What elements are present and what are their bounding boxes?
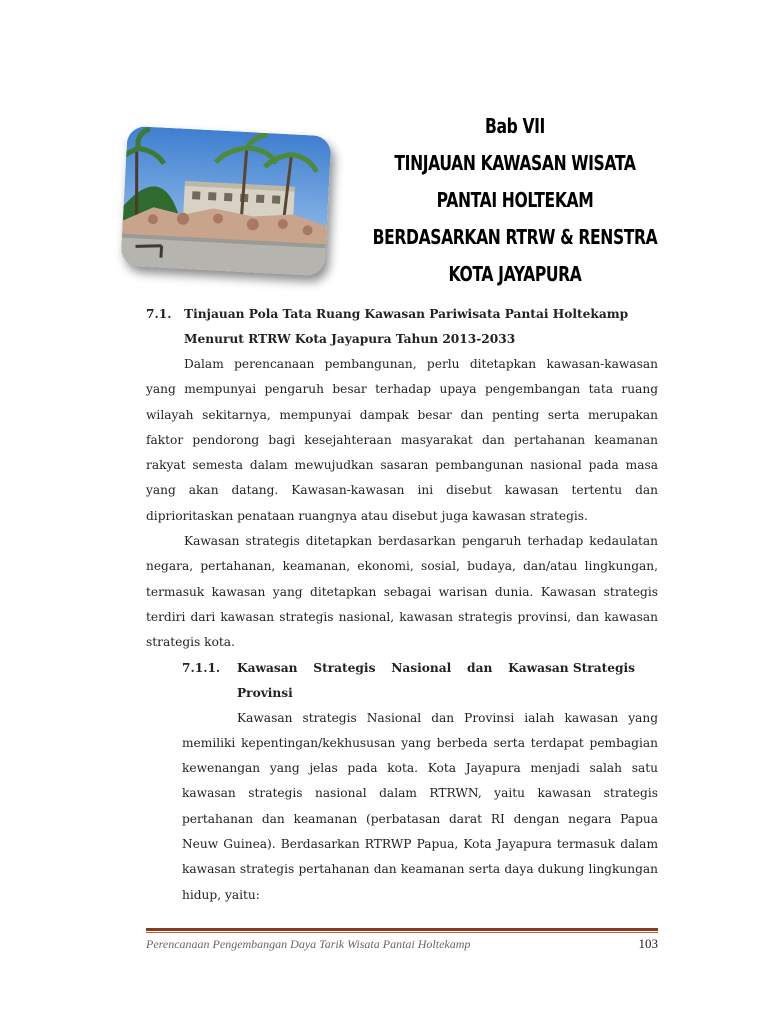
- subsection-title-word: Strategis: [313, 660, 376, 675]
- subsection-number: 7.1.1.: [182, 660, 221, 675]
- footer-rule: [146, 928, 658, 931]
- subsection-title-word: Nasional: [391, 660, 452, 675]
- subsection-paragraph-1: Kawasan strategis Nasional dan Provinsi ialah kawasan yang memiliki kepentingan/kekhususan yang berbeda serta terdapat pembagian kewenangan yang jelas pada kota. Kota Jayapura menjadi salah satu kawasan strategis nasional dalam RTRWN, yaitu kawasan strategis pertahanan dan keamanan (perbatasan darat RI dengan negara Papua Neuw Guinea). Berdasarkan RTRWP Papua, Kota Jayapura termasuk dalam kawasan strategis pertahanan dan keamanan serta daya dukung lingkungan hidup, yaitu:: [182, 710, 658, 902]
- section-paragraph-1: Dalam perencanaan pembangunan, perlu ditetapkan kawasan-kawasan yang mempunyai pengaruh besar terhadap upaya pengembangan tata ruang wilayah sekitarnya, mempunyai dampak besar dan penting serta merupakan faktor pendorong bagi kesejahteraan masyarakat dan pertahanan keamanan rakyat semesta dalam mewujudkan sasaran pembangunan nasional pada masa yang akan datang. Kawasan-kawasan ini disebut kawasan tertentu dan diprioritaskan penataan ruangnya atau disebut juga kawasan strategis.: [146, 357, 658, 523]
- chapter-title-line2: PANTAI HOLTEKAM BERDASARKAN RTRW & RENSTRA: [372, 188, 658, 249]
- chapter-title-line1: TINJAUAN KAWASAN WISATA: [394, 151, 636, 175]
- subsection-title-word: dan: [467, 660, 493, 675]
- beach-ruins-photo: [120, 126, 331, 276]
- chapter-number: Bab VII: [485, 114, 545, 138]
- subsection: [182, 656, 658, 908]
- section-title-line2: Menurut RTRW Kota Jayapura Tahun 2013-2033: [184, 332, 516, 346]
- body-text: [146, 302, 658, 908]
- subsection-title-line2: Provinsi: [237, 685, 293, 700]
- subsection-title-word: Kawasan: [237, 660, 298, 675]
- footer-title: Perencanaan Pengembangan Daya Tarik Wisata Pantai Holtekamp: [146, 937, 471, 951]
- subsection-heading: [182, 656, 658, 706]
- section-number: 7.1.: [146, 307, 172, 321]
- section-heading: [146, 302, 658, 352]
- subsection-title-word: Kawasan Strategis: [508, 660, 635, 675]
- chapter-heading: [371, 108, 660, 293]
- section-title-line1: Tinjauan Pola Tata Ruang Kawasan Pariwisata Pantai Holtekamp: [184, 307, 629, 321]
- chapter-title-line3: KOTA JAYAPURA: [448, 262, 582, 286]
- page-number: 103: [638, 936, 658, 951]
- footer-rule-thin: [146, 932, 658, 933]
- section-paragraph-2: Kawasan strategis ditetapkan berdasarkan pengaruh terhadap kedaulatan negara, pertahanan, keamanan, ekonomi, sosial, budaya, dan/atau lingkungan, termasuk kawasan yang ditetapkan sebagai warisan dunia. Kawasan strategis terdiri dari kawasan strategis nasional, kawasan strategis provinsi, dan kawasan strategis kota.: [146, 534, 658, 650]
